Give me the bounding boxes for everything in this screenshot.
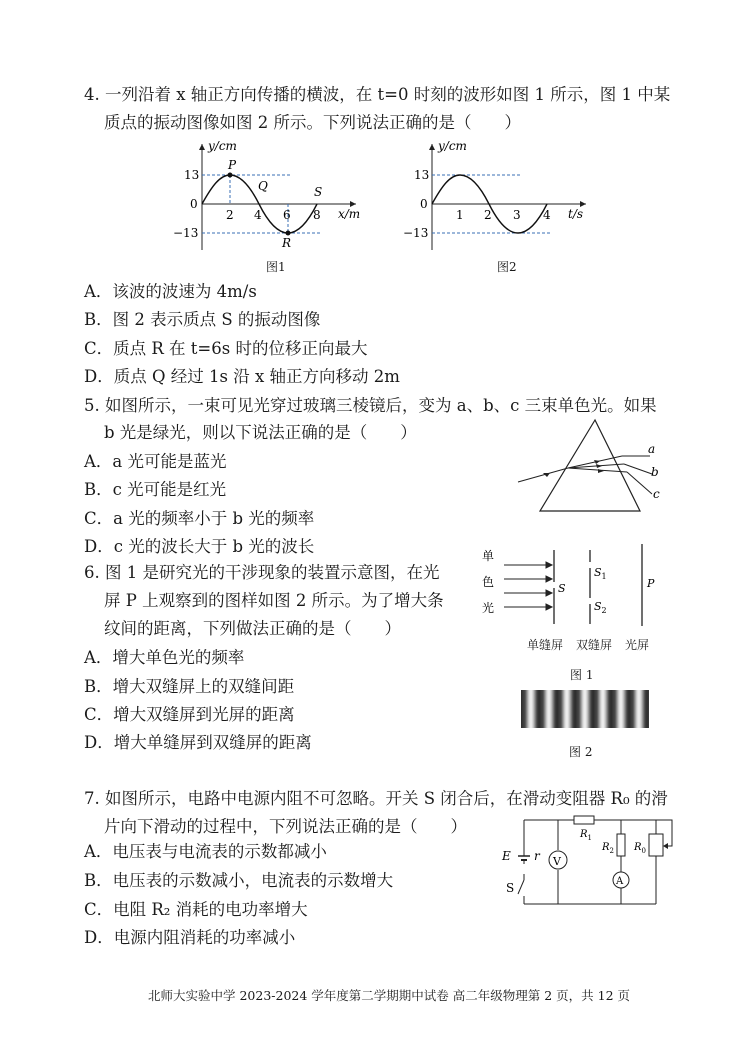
fig1-xtick-8: 8 xyxy=(313,208,321,222)
label-r: R xyxy=(282,236,292,250)
q7-circuit-diagram xyxy=(496,812,676,912)
q7-option-d[interactable]: D．电源内阻消耗的功率减小 xyxy=(84,928,296,947)
q6-option-a[interactable]: A．增大单色光的频率 xyxy=(84,648,245,667)
q6-option-d[interactable]: D．增大单缝屏到双缝屏的距离 xyxy=(84,733,312,752)
fig1-x-label: x/m xyxy=(338,207,361,221)
q6-interference-apparatus xyxy=(482,542,662,652)
fig2-ytick-0: 0 xyxy=(420,197,428,211)
point-p xyxy=(228,173,233,178)
ray-b-label: b xyxy=(651,465,659,479)
fig1-xtick-6: 6 xyxy=(283,208,291,222)
q5-prism-diagram xyxy=(510,418,680,518)
q5-stem-line2: b 光是绿光，则以下说法正确的是（ ） xyxy=(104,423,417,442)
fig1-xtick-2: 2 xyxy=(226,208,234,222)
q4-option-a[interactable]: A．该波的波速为 4m/s xyxy=(84,282,257,301)
q6-option-b[interactable]: B．增大双缝屏上的双缝间距 xyxy=(84,677,295,696)
q7-option-c[interactable]: C．电阻 R₂ 消耗的电功率增大 xyxy=(84,900,308,919)
fig2-ytick-13: 13 xyxy=(414,168,430,182)
slit-s-label: S xyxy=(558,582,566,595)
q7-stem-line2: 片向下滑动的过程中，下列说法正确的是（ ） xyxy=(104,817,467,836)
fig2-ytick-neg13: −13 xyxy=(403,226,429,240)
r2-label: $R_2$ xyxy=(602,842,614,855)
screen-p-label: P xyxy=(647,577,655,590)
q4-fig1-wave-graph xyxy=(170,138,360,258)
page-footer: 北师大实验中学 2023-2024 学年度第二学期期中试卷 高二年级物理第 2 页，共 12 页 xyxy=(148,988,631,1003)
switch-label: S xyxy=(506,881,515,895)
q4-option-b[interactable]: B．图 2 表示质点 S 的振动图像 xyxy=(84,310,321,329)
fig2-x-label: t/s xyxy=(568,207,584,221)
ray-a-label: a xyxy=(648,442,656,456)
ammeter-label: A xyxy=(616,876,624,887)
q5-option-d[interactable]: D．c 光的波长大于 b 光的波长 xyxy=(84,537,315,556)
screen-double-slit-label: 双缝屏 xyxy=(576,638,613,652)
q6-stem-line1: 6. 图 1 是研究光的干涉现象的装置示意图，在光 xyxy=(84,563,440,582)
label-s: S xyxy=(314,185,323,199)
label-p: P xyxy=(228,158,237,172)
light-label-3: 光 xyxy=(482,601,495,615)
emf-label: E xyxy=(502,849,511,863)
q7-option-a[interactable]: A．电压表与电流表的示数都减小 xyxy=(84,842,327,861)
q5-option-a[interactable]: A．a 光可能是蓝光 xyxy=(84,452,227,471)
point-r xyxy=(286,231,291,236)
fig1-ytick-13: 13 xyxy=(184,168,200,182)
fig2-xtick-4: 4 xyxy=(543,208,551,222)
label-q: Q xyxy=(258,179,268,193)
fig1-xtick-4: 4 xyxy=(254,208,262,222)
q5-stem-line1: 5. 如图所示，一束可见光穿过玻璃三棱镜后，变为 a、b、c 三束单色光。如果 xyxy=(84,396,657,415)
slit-s1-label: $S_1$ xyxy=(594,566,607,581)
light-label-1: 单 xyxy=(482,549,495,563)
fig2-xtick-3: 3 xyxy=(513,208,521,222)
fig2-xtick-1: 1 xyxy=(456,208,464,222)
slit-s2-label: $S_2$ xyxy=(594,600,607,615)
q6-fig2-caption: 图 2 xyxy=(569,745,593,759)
q4-stem-line1: 4. 一列沿着 x 轴正方向传播的横波，在 t=0 时刻的波形如图 1 所示，图 1 中某 xyxy=(84,85,671,104)
light-label-2: 色 xyxy=(482,575,495,589)
q4-option-d[interactable]: D．质点 Q 经过 1s 沿 x 轴正方向移动 2m xyxy=(84,367,400,386)
ray-c-label: c xyxy=(653,487,660,501)
q6-option-c[interactable]: C．增大双缝屏到光屏的距离 xyxy=(84,705,295,724)
q4-fig2-vibration-graph xyxy=(400,138,590,258)
r1-label: $R_1$ xyxy=(580,829,592,842)
q7-stem-line1: 7. 如图所示，电路中电源内阻不可忽略。开关 S 闭合后，在滑动变阻器 R₀ 的滑 xyxy=(84,789,668,808)
q5-option-b[interactable]: B．c 光可能是红光 xyxy=(84,480,227,499)
q6-fig1-caption: 图 1 xyxy=(570,668,594,682)
q4-stem-line2: 质点的振动图像如图 2 所示。下列说法正确的是（ ） xyxy=(104,113,521,132)
screen-single-slit-label: 单缝屏 xyxy=(527,638,564,652)
screen-light-label: 光屏 xyxy=(625,638,650,652)
r0-label: $R_0$ xyxy=(634,842,646,855)
q6-stem-line2: 屏 P 上观察到的图样如图 2 所示。为了增大条 xyxy=(104,591,444,610)
fig2-y-label: y/cm xyxy=(438,139,467,153)
fig1-ytick-0: 0 xyxy=(190,197,198,211)
fig2-xtick-2: 2 xyxy=(484,208,492,222)
q7-option-b[interactable]: B．电压表的示数减小，电流表的示数增大 xyxy=(84,871,394,890)
q4-fig2-caption: 图2 xyxy=(497,260,517,274)
q6-fringe-pattern xyxy=(521,690,649,728)
internal-resistance-label: r xyxy=(534,849,540,863)
q4-option-c[interactable]: C．质点 R 在 t=6s 时的位移正向最大 xyxy=(84,339,368,358)
q4-fig1-caption: 图1 xyxy=(266,260,286,274)
voltmeter-label: V xyxy=(553,855,561,868)
fig1-ytick-neg13: −13 xyxy=(173,226,199,240)
q6-stem-line3: 纹间的距离，下列做法正确的是（ ） xyxy=(104,619,401,638)
fig1-y-label: y/cm xyxy=(208,139,237,153)
q5-option-c[interactable]: C．a 光的频率小于 b 光的频率 xyxy=(84,509,315,528)
